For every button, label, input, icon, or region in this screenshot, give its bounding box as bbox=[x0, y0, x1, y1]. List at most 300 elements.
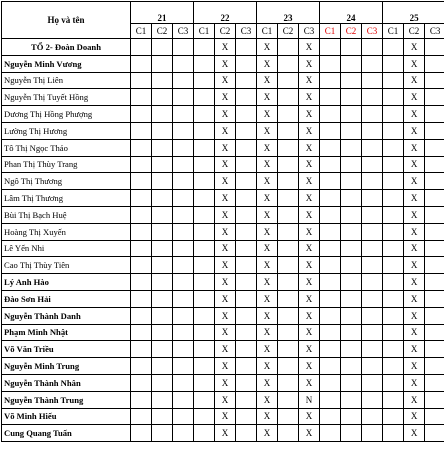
attendance-cell: X bbox=[404, 341, 425, 358]
attendance-cell bbox=[236, 106, 257, 123]
attendance-cell bbox=[383, 358, 404, 375]
week-header: 25 bbox=[383, 2, 444, 24]
attendance-cell bbox=[383, 341, 404, 358]
attendance-cell bbox=[425, 106, 444, 123]
attendance-cell: X bbox=[299, 156, 320, 173]
attendance-cell: X bbox=[215, 341, 236, 358]
attendance-cell bbox=[341, 358, 362, 375]
slot-header: C3 bbox=[425, 24, 444, 39]
attendance-cell bbox=[341, 156, 362, 173]
student-rows bbox=[2, 39, 444, 442]
attendance-cell bbox=[425, 206, 444, 223]
attendance-cell bbox=[425, 173, 444, 190]
attendance-cell bbox=[320, 122, 341, 139]
student-name: Phạm Minh Nhật bbox=[2, 324, 131, 341]
week-header: 22 bbox=[194, 2, 257, 24]
attendance-cell bbox=[131, 89, 152, 106]
attendance-cell: X bbox=[257, 391, 278, 408]
slot-header: C1 bbox=[320, 24, 341, 39]
attendance-cell bbox=[173, 391, 194, 408]
attendance-cell bbox=[320, 156, 341, 173]
attendance-cell: X bbox=[215, 206, 236, 223]
attendance-cell bbox=[278, 173, 299, 190]
attendance-cell: X bbox=[215, 72, 236, 89]
attendance-cell bbox=[278, 122, 299, 139]
attendance-cell bbox=[278, 206, 299, 223]
attendance-cell bbox=[194, 358, 215, 375]
attendance-cell bbox=[236, 139, 257, 156]
attendance-cell bbox=[320, 89, 341, 106]
attendance-cell bbox=[383, 55, 404, 72]
attendance-cell bbox=[236, 324, 257, 341]
attendance-cell bbox=[131, 122, 152, 139]
attendance-cell bbox=[320, 425, 341, 442]
attendance-cell bbox=[131, 274, 152, 291]
attendance-cell bbox=[278, 425, 299, 442]
attendance-cell bbox=[425, 341, 444, 358]
attendance-cell bbox=[131, 425, 152, 442]
attendance-cell bbox=[152, 106, 173, 123]
attendance-cell bbox=[131, 358, 152, 375]
attendance-cell: X bbox=[215, 89, 236, 106]
attendance-cell bbox=[131, 290, 152, 307]
attendance-cell: X bbox=[257, 39, 278, 56]
attendance-cell bbox=[131, 206, 152, 223]
attendance-cell bbox=[383, 290, 404, 307]
attendance-cell: X bbox=[404, 391, 425, 408]
slot-header: C2 bbox=[215, 24, 236, 39]
attendance-cell bbox=[278, 257, 299, 274]
attendance-cell bbox=[278, 55, 299, 72]
attendance-cell: X bbox=[257, 374, 278, 391]
attendance-cell bbox=[425, 190, 444, 207]
attendance-cell bbox=[131, 257, 152, 274]
attendance-cell bbox=[278, 307, 299, 324]
attendance-cell bbox=[425, 240, 444, 257]
attendance-cell: X bbox=[299, 358, 320, 375]
attendance-cell bbox=[383, 173, 404, 190]
attendance-cell bbox=[278, 324, 299, 341]
attendance-cell: X bbox=[404, 72, 425, 89]
attendance-cell: X bbox=[215, 274, 236, 291]
table-row bbox=[2, 240, 444, 257]
attendance-cell bbox=[320, 39, 341, 56]
attendance-cell bbox=[320, 190, 341, 207]
attendance-cell bbox=[341, 106, 362, 123]
attendance-cell bbox=[131, 374, 152, 391]
attendance-cell bbox=[362, 290, 383, 307]
attendance-cell bbox=[236, 72, 257, 89]
attendance-cell bbox=[236, 341, 257, 358]
table-row bbox=[2, 425, 444, 442]
attendance-cell bbox=[152, 173, 173, 190]
attendance-cell bbox=[152, 223, 173, 240]
attendance-cell bbox=[383, 274, 404, 291]
attendance-cell bbox=[173, 206, 194, 223]
slot-header: C2 bbox=[278, 24, 299, 39]
attendance-cell: X bbox=[299, 55, 320, 72]
attendance-cell bbox=[278, 223, 299, 240]
attendance-cell: X bbox=[404, 324, 425, 341]
attendance-cell: X bbox=[299, 425, 320, 442]
attendance-cell bbox=[194, 391, 215, 408]
attendance-cell bbox=[341, 341, 362, 358]
attendance-cell bbox=[383, 374, 404, 391]
attendance-cell bbox=[152, 341, 173, 358]
attendance-cell: X bbox=[299, 72, 320, 89]
attendance-cell: X bbox=[215, 358, 236, 375]
attendance-cell bbox=[425, 156, 444, 173]
attendance-cell bbox=[320, 257, 341, 274]
attendance-cell bbox=[425, 55, 444, 72]
attendance-cell bbox=[383, 408, 404, 425]
attendance-cell: X bbox=[257, 307, 278, 324]
attendance-cell: X bbox=[299, 290, 320, 307]
attendance-cell: X bbox=[404, 106, 425, 123]
attendance-cell: X bbox=[215, 39, 236, 56]
slot-header: C3 bbox=[362, 24, 383, 39]
attendance-cell bbox=[173, 307, 194, 324]
attendance-cell: X bbox=[404, 122, 425, 139]
attendance-cell bbox=[194, 39, 215, 56]
attendance-cell bbox=[320, 223, 341, 240]
attendance-cell: X bbox=[299, 106, 320, 123]
attendance-cell bbox=[341, 39, 362, 56]
attendance-cell bbox=[425, 257, 444, 274]
table-row bbox=[2, 324, 444, 341]
attendance-cell bbox=[236, 425, 257, 442]
attendance-cell bbox=[278, 408, 299, 425]
attendance-cell bbox=[341, 122, 362, 139]
attendance-cell bbox=[194, 257, 215, 274]
attendance-cell bbox=[383, 139, 404, 156]
attendance-cell bbox=[425, 408, 444, 425]
attendance-cell bbox=[152, 240, 173, 257]
attendance-cell bbox=[425, 307, 444, 324]
attendance-cell bbox=[425, 391, 444, 408]
attendance-cell bbox=[152, 257, 173, 274]
attendance-cell: X bbox=[215, 156, 236, 173]
attendance-cell bbox=[173, 290, 194, 307]
attendance-cell: X bbox=[215, 106, 236, 123]
attendance-cell bbox=[173, 55, 194, 72]
attendance-cell bbox=[236, 223, 257, 240]
slot-header: C1 bbox=[383, 24, 404, 39]
attendance-cell: X bbox=[215, 391, 236, 408]
attendance-cell bbox=[152, 425, 173, 442]
attendance-cell bbox=[173, 190, 194, 207]
attendance-cell bbox=[173, 425, 194, 442]
attendance-cell bbox=[236, 391, 257, 408]
attendance-cell bbox=[173, 72, 194, 89]
attendance-cell bbox=[173, 341, 194, 358]
attendance-cell bbox=[194, 72, 215, 89]
attendance-cell bbox=[152, 206, 173, 223]
attendance-cell bbox=[362, 223, 383, 240]
attendance-cell bbox=[194, 240, 215, 257]
attendance-cell bbox=[425, 374, 444, 391]
attendance-cell bbox=[194, 274, 215, 291]
attendance-cell: X bbox=[299, 223, 320, 240]
attendance-cell bbox=[152, 358, 173, 375]
attendance-cell bbox=[383, 257, 404, 274]
attendance-cell bbox=[173, 240, 194, 257]
attendance-cell bbox=[152, 139, 173, 156]
attendance-cell: X bbox=[299, 206, 320, 223]
attendance-cell: X bbox=[215, 408, 236, 425]
attendance-cell bbox=[383, 206, 404, 223]
attendance-cell bbox=[131, 408, 152, 425]
attendance-cell bbox=[278, 190, 299, 207]
attendance-cell bbox=[278, 290, 299, 307]
student-name: Ngô Thị Thương bbox=[2, 173, 131, 190]
attendance-cell bbox=[131, 39, 152, 56]
attendance-cell: X bbox=[215, 173, 236, 190]
attendance-cell bbox=[320, 139, 341, 156]
attendance-cell: X bbox=[215, 223, 236, 240]
attendance-cell bbox=[131, 190, 152, 207]
attendance-cell: X bbox=[404, 307, 425, 324]
attendance-cell: X bbox=[299, 190, 320, 207]
attendance-cell bbox=[173, 324, 194, 341]
attendance-cell bbox=[236, 240, 257, 257]
attendance-cell bbox=[152, 89, 173, 106]
attendance-cell bbox=[236, 374, 257, 391]
attendance-cell bbox=[341, 190, 362, 207]
attendance-cell bbox=[383, 425, 404, 442]
attendance-cell bbox=[362, 106, 383, 123]
attendance-cell bbox=[341, 257, 362, 274]
attendance-cell bbox=[236, 55, 257, 72]
student-name: Nguyễn Minh Trung bbox=[2, 358, 131, 375]
attendance-cell bbox=[278, 39, 299, 56]
table-row bbox=[2, 89, 444, 106]
attendance-cell: X bbox=[215, 55, 236, 72]
attendance-cell: X bbox=[257, 274, 278, 291]
attendance-cell bbox=[383, 391, 404, 408]
table-row bbox=[2, 374, 444, 391]
attendance-cell bbox=[362, 391, 383, 408]
attendance-cell bbox=[278, 72, 299, 89]
student-name: Lý Anh Hào bbox=[2, 274, 131, 291]
attendance-cell bbox=[320, 274, 341, 291]
attendance-cell: X bbox=[404, 206, 425, 223]
table-row bbox=[2, 290, 444, 307]
attendance-cell: N bbox=[299, 391, 320, 408]
attendance-cell: X bbox=[215, 425, 236, 442]
attendance-cell: X bbox=[404, 374, 425, 391]
attendance-cell bbox=[383, 156, 404, 173]
attendance-cell bbox=[362, 206, 383, 223]
attendance-cell: X bbox=[299, 39, 320, 56]
attendance-cell: X bbox=[257, 72, 278, 89]
attendance-cell bbox=[362, 425, 383, 442]
student-name: Hoàng Thị Xuyến bbox=[2, 223, 131, 240]
attendance-cell bbox=[320, 408, 341, 425]
slot-header: C1 bbox=[131, 24, 152, 39]
attendance-cell bbox=[173, 173, 194, 190]
attendance-cell bbox=[173, 223, 194, 240]
attendance-cell bbox=[278, 106, 299, 123]
table-row bbox=[2, 341, 444, 358]
attendance-cell: X bbox=[257, 290, 278, 307]
attendance-cell bbox=[194, 173, 215, 190]
group-label: TỔ 2- Đoàn Doanh bbox=[2, 39, 131, 56]
attendance-cell bbox=[131, 72, 152, 89]
header-row-weeks bbox=[2, 2, 444, 24]
attendance-cell bbox=[362, 240, 383, 257]
attendance-cell bbox=[341, 290, 362, 307]
attendance-cell: X bbox=[404, 274, 425, 291]
attendance-cell: X bbox=[215, 324, 236, 341]
attendance-cell bbox=[194, 408, 215, 425]
attendance-cell: X bbox=[257, 240, 278, 257]
attendance-cell bbox=[194, 156, 215, 173]
attendance-cell bbox=[341, 391, 362, 408]
attendance-cell bbox=[173, 374, 194, 391]
attendance-cell bbox=[194, 290, 215, 307]
student-name: Nguyễn Thị Tuyết Hồng bbox=[2, 89, 131, 106]
attendance-cell bbox=[383, 240, 404, 257]
attendance-cell: X bbox=[404, 55, 425, 72]
attendance-cell: X bbox=[257, 156, 278, 173]
student-name: Phan Thị Thùy Trang bbox=[2, 156, 131, 173]
attendance-cell bbox=[131, 307, 152, 324]
attendance-cell: X bbox=[299, 139, 320, 156]
table-row bbox=[2, 391, 444, 408]
attendance-cell: X bbox=[215, 139, 236, 156]
attendance-cell bbox=[341, 324, 362, 341]
attendance-cell bbox=[320, 173, 341, 190]
slot-header: C3 bbox=[236, 24, 257, 39]
attendance-cell bbox=[194, 425, 215, 442]
student-name: Nguyễn Thị Liên bbox=[2, 72, 131, 89]
attendance-cell bbox=[320, 358, 341, 375]
attendance-cell: X bbox=[257, 341, 278, 358]
attendance-cell bbox=[320, 307, 341, 324]
attendance-cell: X bbox=[215, 374, 236, 391]
attendance-cell bbox=[383, 89, 404, 106]
attendance-cell bbox=[194, 374, 215, 391]
attendance-cell bbox=[194, 89, 215, 106]
slot-header: C1 bbox=[194, 24, 215, 39]
attendance-cell bbox=[362, 39, 383, 56]
attendance-cell bbox=[383, 122, 404, 139]
attendance-cell bbox=[383, 307, 404, 324]
attendance-cell bbox=[341, 408, 362, 425]
attendance-cell bbox=[152, 55, 173, 72]
attendance-cell: X bbox=[299, 89, 320, 106]
attendance-cell bbox=[152, 122, 173, 139]
attendance-cell: X bbox=[404, 223, 425, 240]
week-header: 21 bbox=[131, 2, 194, 24]
attendance-cell bbox=[320, 72, 341, 89]
attendance-cell: X bbox=[257, 106, 278, 123]
attendance-cell bbox=[173, 139, 194, 156]
attendance-cell bbox=[278, 89, 299, 106]
attendance-cell bbox=[425, 274, 444, 291]
table-row bbox=[2, 72, 444, 89]
attendance-cell bbox=[362, 257, 383, 274]
attendance-cell bbox=[236, 358, 257, 375]
table-row bbox=[2, 139, 444, 156]
attendance-cell bbox=[152, 290, 173, 307]
attendance-cell: X bbox=[404, 190, 425, 207]
attendance-cell: X bbox=[257, 89, 278, 106]
attendance-cell bbox=[341, 173, 362, 190]
attendance-cell bbox=[362, 173, 383, 190]
attendance-cell: X bbox=[257, 55, 278, 72]
attendance-cell bbox=[341, 425, 362, 442]
attendance-cell: X bbox=[299, 307, 320, 324]
attendance-cell bbox=[131, 324, 152, 341]
attendance-cell: X bbox=[215, 257, 236, 274]
attendance-cell bbox=[173, 274, 194, 291]
attendance-cell bbox=[173, 408, 194, 425]
attendance-cell bbox=[131, 106, 152, 123]
attendance-cell bbox=[341, 307, 362, 324]
student-name: Lâm Thị Thương bbox=[2, 190, 131, 207]
attendance-cell bbox=[425, 89, 444, 106]
student-name: Tô Thị Ngọc Thảo bbox=[2, 139, 131, 156]
attendance-cell bbox=[131, 173, 152, 190]
attendance-cell bbox=[194, 122, 215, 139]
attendance-cell: X bbox=[404, 39, 425, 56]
attendance-cell bbox=[236, 89, 257, 106]
attendance-cell bbox=[425, 39, 444, 56]
attendance-cell bbox=[341, 206, 362, 223]
attendance-cell: X bbox=[299, 173, 320, 190]
attendance-cell bbox=[173, 122, 194, 139]
attendance-cell: X bbox=[257, 206, 278, 223]
attendance-cell bbox=[362, 55, 383, 72]
attendance-cell: X bbox=[257, 425, 278, 442]
attendance-cell bbox=[425, 290, 444, 307]
student-name: Nguyễn Thành Danh bbox=[2, 307, 131, 324]
attendance-cell bbox=[173, 156, 194, 173]
attendance-cell bbox=[131, 240, 152, 257]
attendance-cell: X bbox=[404, 156, 425, 173]
attendance-cell bbox=[362, 341, 383, 358]
attendance-cell bbox=[194, 55, 215, 72]
attendance-cell bbox=[236, 206, 257, 223]
attendance-cell: X bbox=[404, 240, 425, 257]
attendance-cell: X bbox=[215, 190, 236, 207]
attendance-cell bbox=[362, 89, 383, 106]
table-row bbox=[2, 274, 444, 291]
attendance-cell bbox=[341, 274, 362, 291]
attendance-cell bbox=[341, 72, 362, 89]
week-header: 24 bbox=[320, 2, 383, 24]
student-name: Võ Minh Hiếu bbox=[2, 408, 131, 425]
attendance-cell: X bbox=[299, 257, 320, 274]
attendance-cell bbox=[362, 358, 383, 375]
attendance-cell bbox=[362, 190, 383, 207]
attendance-cell bbox=[362, 324, 383, 341]
attendance-cell: X bbox=[404, 89, 425, 106]
table-row bbox=[2, 307, 444, 324]
attendance-cell bbox=[383, 223, 404, 240]
student-name: Dương Thị Hồng Phượng bbox=[2, 106, 131, 123]
attendance-cell bbox=[320, 290, 341, 307]
attendance-cell bbox=[383, 106, 404, 123]
student-name: Nguyễn Thành Trung bbox=[2, 391, 131, 408]
attendance-cell bbox=[236, 408, 257, 425]
attendance-cell bbox=[236, 274, 257, 291]
attendance-cell bbox=[152, 408, 173, 425]
attendance-cell bbox=[152, 374, 173, 391]
attendance-cell bbox=[425, 425, 444, 442]
